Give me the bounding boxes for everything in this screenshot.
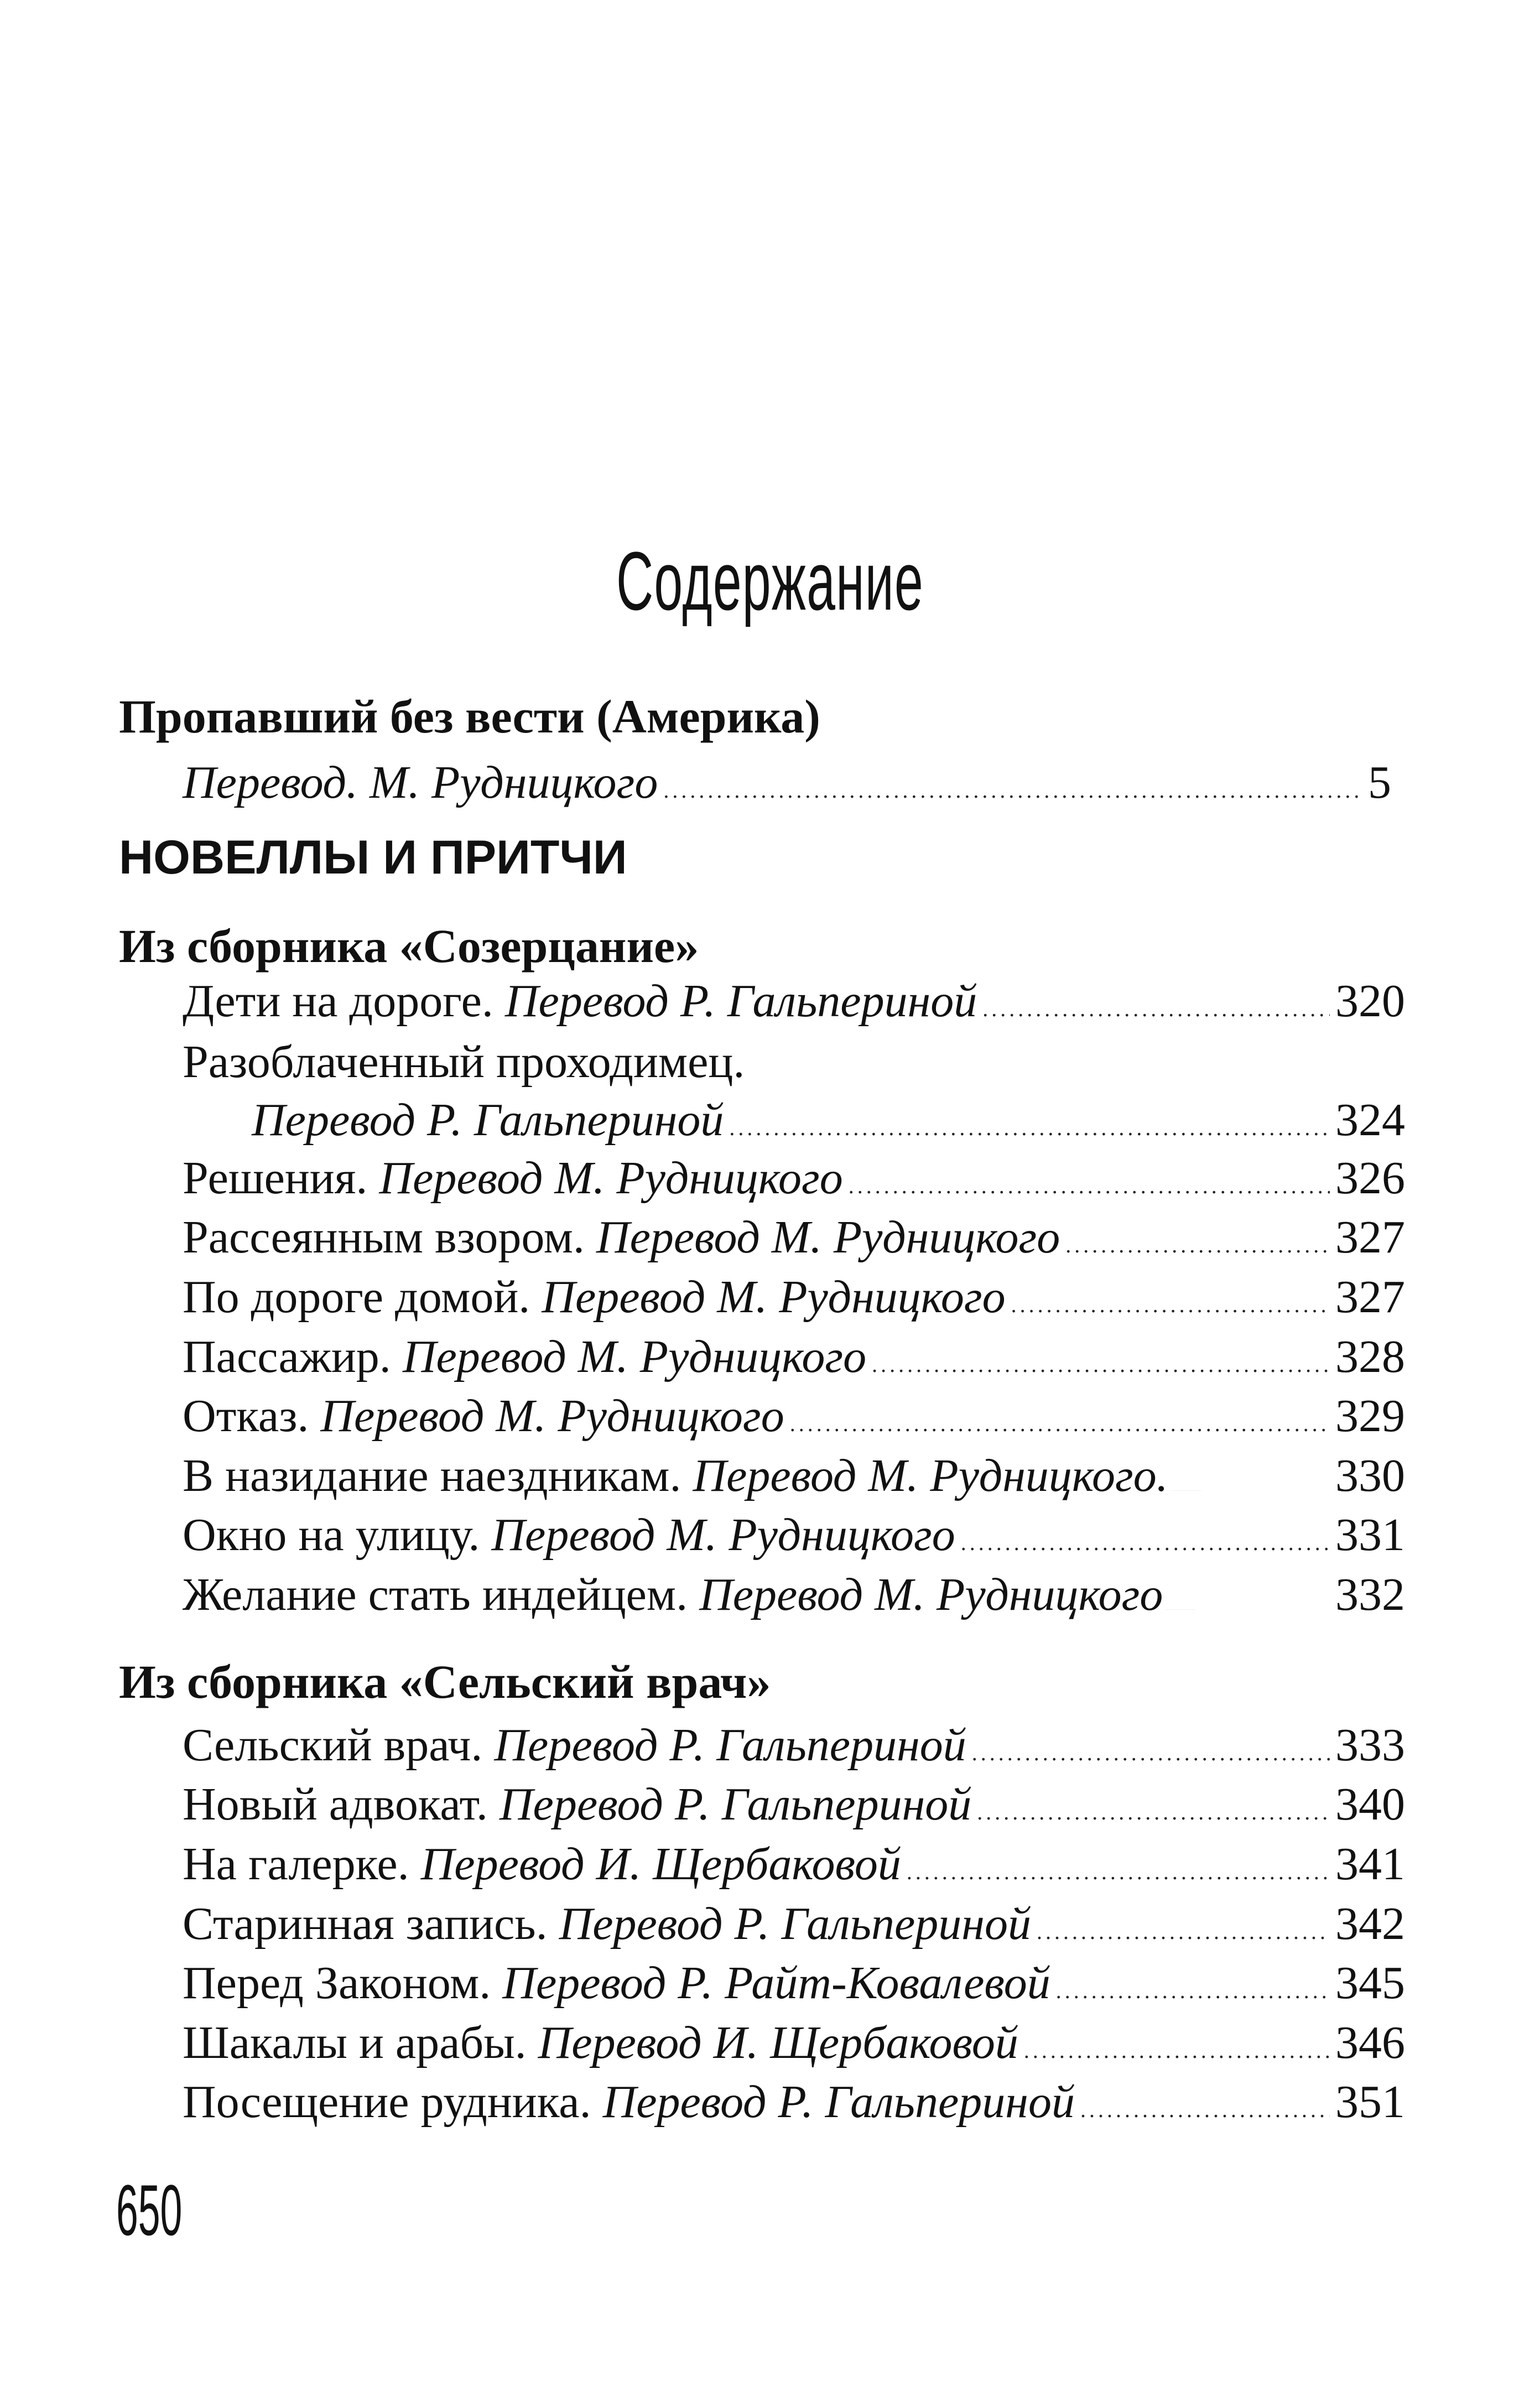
toc-entry-title: Новый адвокат. [183, 1779, 488, 1830]
toc-entry[interactable] [183, 1507, 1405, 1563]
toc-entry-translator: Перевод. М. Рудницкого [183, 757, 658, 808]
dot-leader [663, 763, 1362, 818]
toc-entry[interactable] [252, 1093, 1405, 1148]
toc-entry[interactable] [183, 1718, 1405, 1773]
toc-entry-title: Старинная запись. [183, 1898, 548, 1949]
toc-entry-title: Рассеянным взором. [183, 1212, 585, 1263]
toc-entry-page: 330 [1335, 1450, 1405, 1501]
toc-entry-translator: Перевод М. Рудницкого [379, 1152, 843, 1204]
toc-entry-page: 351 [1335, 2076, 1405, 2128]
toc-entry[interactable] [183, 2075, 1405, 2130]
toc-entry[interactable] [183, 1210, 1405, 1265]
toc-entry-translator: Перевод М. Рудницкого [699, 1569, 1163, 1620]
toc-entry-title: Дети на дороге. [183, 975, 493, 1027]
toc-entry-title: Сельский врач. [183, 1719, 483, 1771]
toc-entry[interactable] [183, 1567, 1405, 1623]
toc-entry-page: 340 [1335, 1779, 1405, 1830]
toc-entry-title: Окно на улицу. [183, 1509, 480, 1561]
toc-entry-translator: Перевод Р. Гальпериной [559, 1898, 1031, 1949]
toc-entry-translator: Перевод Р. Гальпериной [504, 975, 977, 1027]
dot-leader [1165, 1583, 1331, 1638]
toc-entry-title: Желание стать индейцем. [183, 1569, 688, 1620]
toc-entry-title: Отказ. [183, 1390, 309, 1442]
toc-entry-page: 327 [1335, 1271, 1405, 1323]
page-title: Содержание [616, 534, 924, 627]
toc-entry-page: 333 [1335, 1719, 1405, 1771]
toc-entry-page: 5 [1368, 757, 1391, 808]
toc-entry-translator: Перевод Р. Гальпериной [494, 1719, 966, 1771]
dot-leader [849, 1158, 1330, 1214]
toc-entry-page: 326 [1335, 1152, 1405, 1204]
toc-entry-lost[interactable] [183, 755, 1391, 810]
toc-entry-translator: Перевод М. Рудницкого [491, 1509, 955, 1561]
toc-entry-page: 320 [1335, 975, 1405, 1027]
toc-entry-title: На галерке. [183, 1838, 409, 1890]
dot-leader [972, 1725, 1330, 1781]
toc-entry[interactable] [183, 1329, 1405, 1385]
toc-entry-translator: Перевод Р. Райт-Ковалевой [502, 1957, 1050, 2009]
collection-heading: Из сборника «Созерцание» [119, 919, 699, 973]
toc-entry[interactable] [183, 1837, 1405, 1892]
toc-entry-page: 327 [1335, 1212, 1405, 1263]
toc-entry[interactable] [183, 1151, 1405, 1206]
toc-entry-title[interactable]: Разоблаченный проходимец. [183, 1036, 745, 1088]
toc-entry-title: Перед Законом. [183, 1957, 491, 2009]
toc-entry[interactable] [183, 1448, 1405, 1504]
toc-entry[interactable] [183, 974, 1405, 1029]
toc-entry-page: 324 [1335, 1094, 1405, 1146]
toc-entry-title: В назидание наездникам. [183, 1450, 681, 1501]
toc-entry-translator: Перевод Р. Гальпериной [602, 2076, 1075, 2128]
toc-entry[interactable] [183, 1777, 1405, 1832]
dot-leader [1037, 1904, 1330, 1959]
toc-entry-translator: Перевод М. Рудницкого [596, 1212, 1060, 1263]
dot-leader [729, 1100, 1330, 1156]
toc-entry-page: 346 [1335, 2017, 1405, 2068]
toc-entry-page: 329 [1335, 1390, 1405, 1442]
dot-leader [872, 1337, 1330, 1392]
heading-lost-novel: Пропавший без вести (Америка) [119, 690, 820, 743]
toc-entry-title: Шакалы и арабы. [183, 2017, 527, 2068]
dot-leader [982, 981, 1330, 1037]
toc-entry-page: 332 [1335, 1569, 1405, 1620]
dot-leader [977, 1785, 1330, 1840]
toc-entry-page: 328 [1335, 1331, 1405, 1382]
dot-leader [1011, 1277, 1330, 1333]
toc-entry-translator: Перевод И. Щербаковой [420, 1838, 901, 1890]
toc-entry-page: 341 [1335, 1838, 1405, 1890]
section-heading: НОВЕЛЛЫ И ПРИТЧИ [119, 831, 627, 884]
toc-entry[interactable] [183, 1956, 1405, 2011]
toc-entry-translator: Перевод М. Рудницкого [320, 1390, 784, 1442]
toc-entry-page: 331 [1335, 1509, 1405, 1561]
dot-leader [907, 1844, 1330, 1900]
toc-entry-translator: Перевод М. Рудницкого [542, 1271, 1006, 1323]
toc-entry-translator: Перевод Р. Гальпериной [252, 1094, 724, 1146]
toc-entry[interactable] [183, 1270, 1405, 1325]
toc-entry[interactable] [183, 2015, 1405, 2071]
toc-entry-translator: Перевод М. Рудницкого. [693, 1450, 1168, 1501]
toc-entry-translator: Перевод Р. Гальпериной [499, 1779, 972, 1830]
dot-leader [790, 1396, 1330, 1452]
toc-entry-title: По дороге домой. [183, 1271, 530, 1323]
toc-entry-title: Решения. [183, 1152, 368, 1204]
toc-entry-title: Посещение рудника. [183, 2076, 591, 2128]
toc-entry-page: 342 [1335, 1898, 1405, 1949]
toc-entry-title: Пассажир. [183, 1331, 391, 1382]
toc-entry[interactable] [183, 1389, 1405, 1444]
dot-leader [1065, 1218, 1330, 1273]
toc-entry-translator: Перевод М. Рудницкого [402, 1331, 867, 1382]
toc-entry-page: 345 [1335, 1957, 1405, 2009]
page-number: 650 [116, 2170, 183, 2250]
dot-leader [961, 1515, 1330, 1571]
collection-heading: Из сборника «Сельский врач» [119, 1655, 771, 1708]
dot-leader [1056, 1963, 1330, 2019]
dot-leader [1024, 2023, 1330, 2078]
toc-entry[interactable] [183, 1896, 1405, 1952]
dot-leader [1080, 2082, 1330, 2138]
toc-entry-translator: Перевод И. Щербаковой [538, 2017, 1018, 2068]
